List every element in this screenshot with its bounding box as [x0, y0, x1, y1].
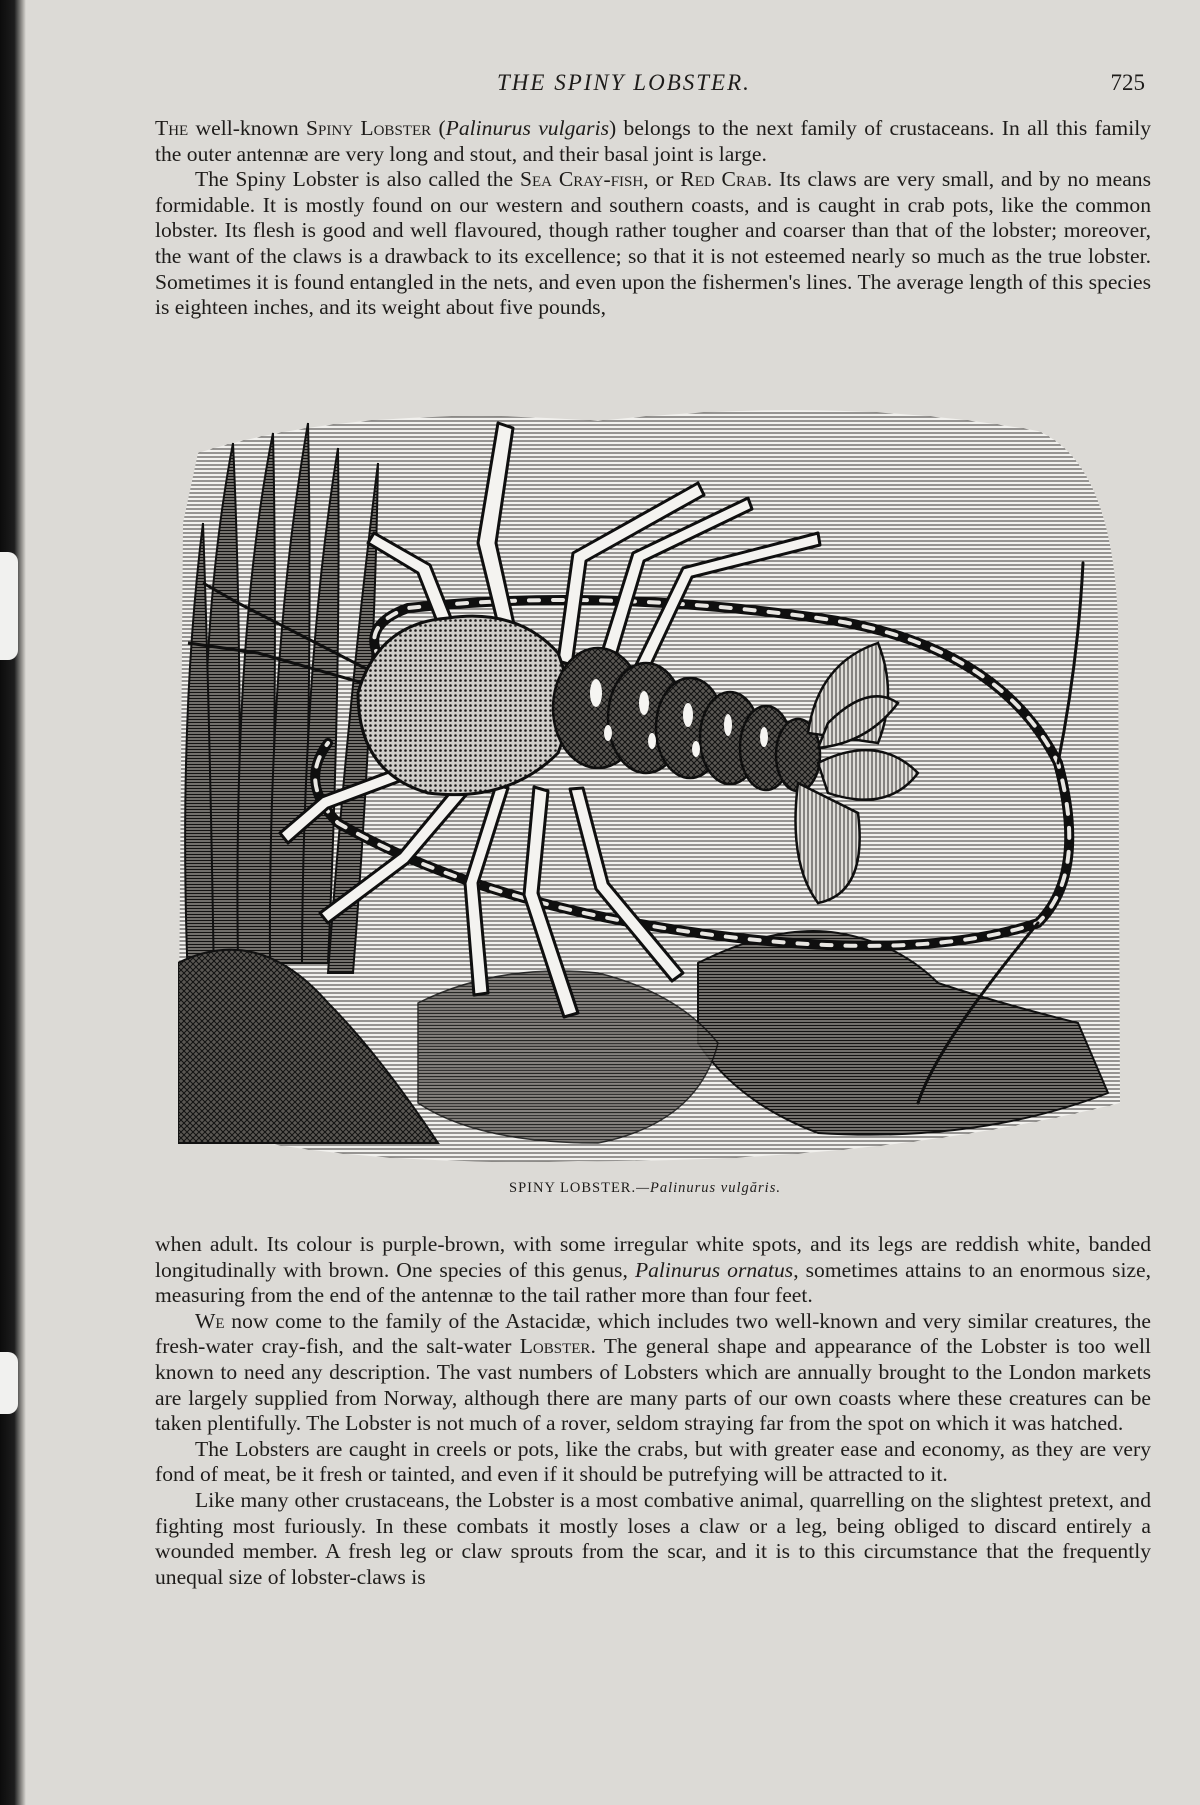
species-name-lobster: Lobster: [519, 1334, 591, 1359]
paragraph-astacidae: We now come to the family of the Astacidæ, which includes two well-known and very similar creatures, the fresh-water cray-fish, and the salt-water Lobster. The general shape and appearance of the Lobster is too well known to need any description. The vast numbers of Lobsters which are annually brought to the London markets are largely supplied from Norway, although there are many parts of our own coasts where these creatures can be taken plentifully. The Lobster is not much of a rover, seldom straying far from the spot on which it was hatched.: [155, 1308, 1151, 1436]
lead-word: The: [155, 116, 189, 140]
figure-caption: [0, 1180, 1200, 1197]
binding-clip-bottom: [0, 1352, 18, 1414]
page-title: THE SPINY LOBSTER.: [497, 70, 751, 95]
book-spine-shadow: [0, 0, 26, 1805]
caption-label: SPINY LOBSTER.: [509, 1180, 637, 1196]
carapace: [358, 616, 568, 794]
running-header: [155, 70, 1145, 104]
latin-name: Palinurus vulgaris: [445, 116, 609, 140]
page-number: 725: [1110, 70, 1145, 95]
common-name-sea-crayfish: Sea Cray-fish: [519, 167, 644, 192]
paragraph-combat: Like many other crustaceans, the Lobster is a most combative animal, quarrelling on the slightest pretext, and fighting most furiously. In these combats it mostly loses a claw or a leg, being obliged to discard entirely a wounded member. A fresh leg or claw sprouts from the scar, and it is to this circumstance that the frequently unequal size of lobster-claws is: [155, 1487, 1151, 1589]
text-block-bottom: [155, 1232, 1151, 1590]
caption-latin: —Palinurus vulgăris.: [636, 1180, 781, 1196]
binding-clip-top: [0, 552, 18, 660]
lead-word: We: [195, 1308, 225, 1333]
text-block-top: [155, 116, 1151, 321]
common-name-red-crab: Red Crab: [680, 167, 767, 192]
paragraph-colour: when adult. Its colour is purple-brown, with some irregular white spots, and its legs are reddish white, banded longitudinally with brown. One species of this genus, Palinurus ornatus, sometimes attains to an enormous size, measuring from the end of the antennæ to the tail rather more than four feet.: [155, 1232, 1152, 1308]
paragraph-capture: The Lobsters are caught in creels or pots, like the crabs, but with greater ease and economy, as they are very fond of meat, be it fresh or tainted, and even if it should be putrefying will be attracted to it.: [155, 1436, 1151, 1487]
paragraph-intro: The well-known Spiny Lobster (Palinurus vulgaris) belongs to the next family of crustaceans. In all this family the outer antennæ are very long and stout, and their basal joint is large.: [155, 116, 1151, 166]
spiny-lobster-engraving: [178, 403, 1120, 1167]
species-name: Spiny Lobster: [306, 116, 432, 140]
paragraph-common-names: The Spiny Lobster is also called the Sea Cray-fish, or Red Crab. Its claws are very small, and by no means formidable. It is mostly found on our western and southern coasts, and is caught in crab pots, like the common lobster. Its flesh is good and well flavoured, though rather tougher and coarser than that of the lobster; moreover, the want of the claws is a drawback to its excellence; so that it is not esteemed nearly so much as the true lobster. Sometimes it is found entangled in the nets, and even upon the fishermen's lines. The average length of this species is eighteen inches, and its weight about five pounds,: [155, 167, 1151, 320]
latin-name-ornatus: Palinurus ornatus: [634, 1257, 794, 1282]
